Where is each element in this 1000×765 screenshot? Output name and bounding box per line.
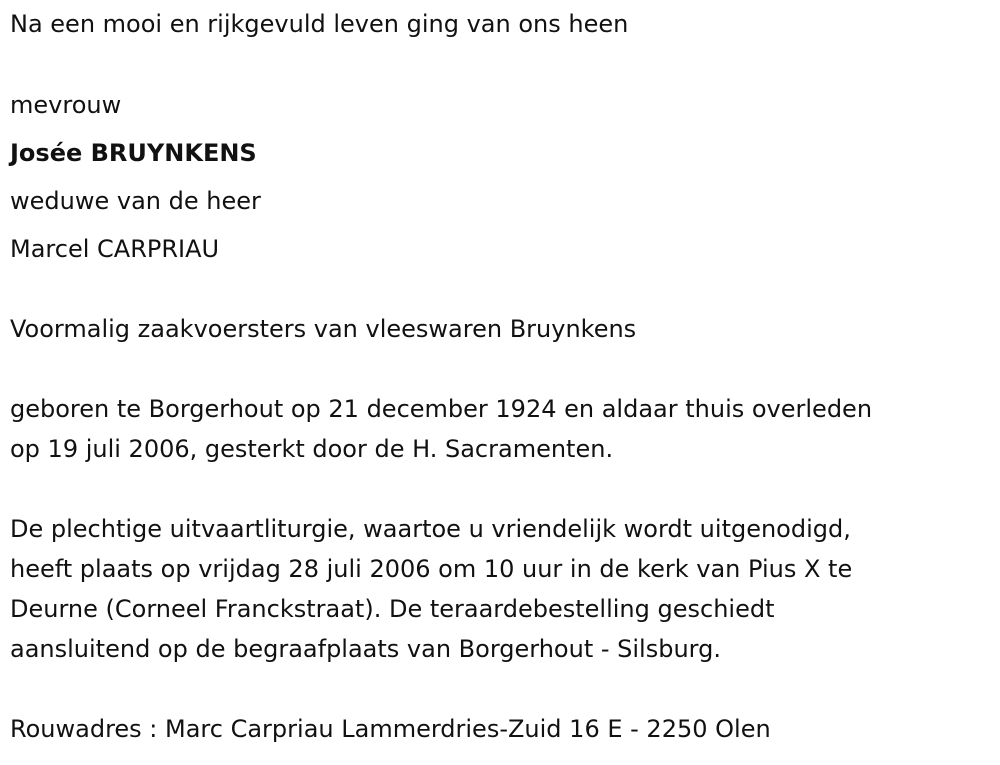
spouse-name: Marcel CARPRIAU xyxy=(10,235,220,263)
funeral-line-1: De plechtige uitvaartliturgie, waartoe u vriendelijk wordt uitgenodigd, xyxy=(10,515,851,543)
funeral-line-4: aansluitend op de begraafplaats van Borgerhout - Silsburg. xyxy=(10,635,721,663)
funeral-line-2: heeft plaats op vrijdag 28 juli 2006 om 10 uur in de kerk van Pius X te xyxy=(10,555,853,583)
occupation-text: Voormalig zaakvoersters van vleeswaren Bruynkens xyxy=(10,315,637,343)
funeral-line-3: Deurne (Corneel Franckstraat). De teraardebestelling geschiedt xyxy=(10,595,775,623)
deceased-name: Josée BRUYNKENS xyxy=(10,139,257,167)
widow-of-text: weduwe van de heer xyxy=(10,187,261,215)
intro-text: Na een mooi en rijkgevuld leven ging van ons heen xyxy=(10,10,629,38)
title-text: mevrouw xyxy=(10,91,122,119)
mourning-address: Rouwadres : Marc Carpriau Lammerdries-Zuid 16 E - 2250 Olen xyxy=(10,715,771,743)
birth-death-line-2: op 19 juli 2006, gesterkt door de H. Sacramenten. xyxy=(10,435,614,463)
birth-death-line-1: geboren te Borgerhout op 21 december 1924 en aldaar thuis overleden xyxy=(10,395,873,423)
